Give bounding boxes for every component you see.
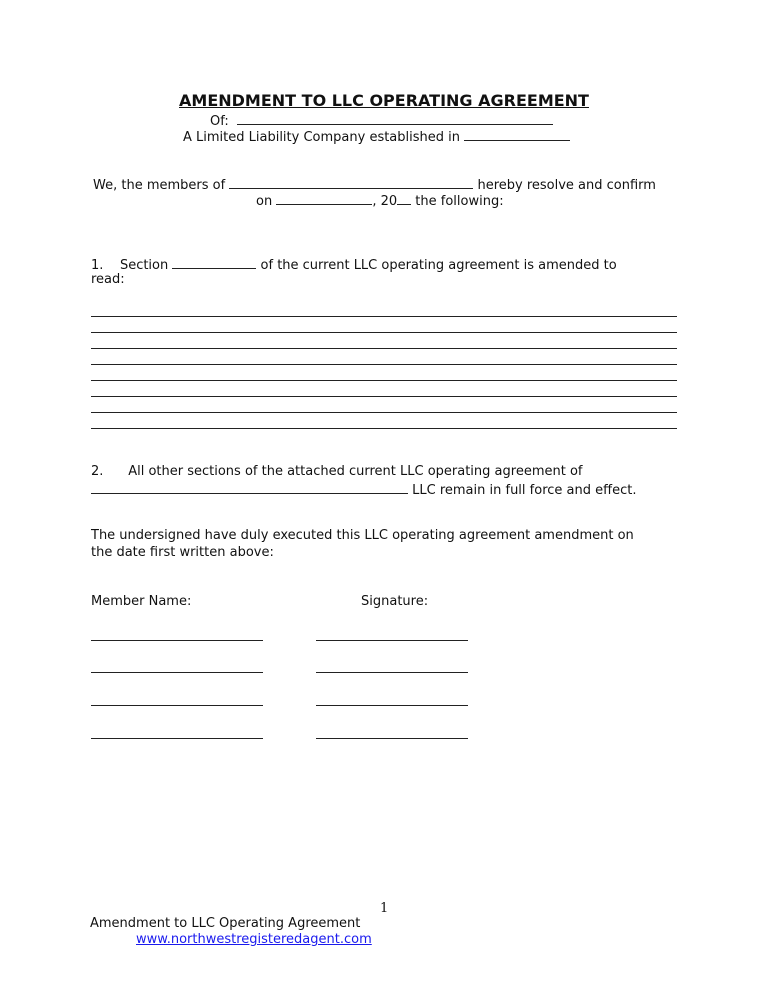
signature-line[interactable] <box>316 738 468 739</box>
signature-line[interactable] <box>316 672 468 673</box>
resolve-prefix: We, the members of <box>93 178 226 193</box>
company-name-blank[interactable] <box>237 112 553 125</box>
resolve-suffix: hereby resolve and confirm <box>477 178 656 193</box>
amendment-text-line[interactable] <box>91 316 677 317</box>
signature-label: Signature: <box>361 594 429 609</box>
company-established-line <box>183 128 570 146</box>
item-2-continued <box>91 481 636 499</box>
footer-title: Amendment to LLC Operating Agreement <box>90 916 361 931</box>
year-text: , 20 <box>372 194 398 209</box>
member-name-line[interactable] <box>91 705 263 706</box>
item-1-prefix: Section <box>119 258 169 273</box>
date-blank[interactable] <box>276 192 372 205</box>
item-2-suffix: LLC remain in full force and effect. <box>412 483 637 498</box>
llc-name-blank[interactable] <box>91 481 408 494</box>
item-2-text: All other sections of the attached current LLC operating agreement of <box>128 464 583 479</box>
amendment-text-line[interactable] <box>91 396 677 397</box>
amendment-text-line[interactable] <box>91 380 677 381</box>
amendment-text-line[interactable] <box>91 428 677 429</box>
page-number: 1 <box>380 901 389 916</box>
member-name-line[interactable] <box>91 672 263 673</box>
year-blank[interactable] <box>397 192 411 205</box>
member-name-label: Member Name: <box>91 594 192 609</box>
date-line <box>256 192 504 210</box>
signature-line[interactable] <box>316 705 468 706</box>
section-blank[interactable] <box>172 256 256 269</box>
item-1-line <box>91 256 617 274</box>
company-line-text: A Limited Liability Company established in <box>183 130 460 145</box>
item-1-suffix: of the current LLC operating agreement is amended to <box>260 258 617 273</box>
item-1-number: 1. <box>91 258 104 273</box>
of-label: Of: <box>210 114 229 129</box>
document-title: AMENDMENT TO LLC OPERATING AGREEMENT <box>179 91 589 110</box>
state-blank[interactable] <box>464 128 570 141</box>
signature-line[interactable] <box>316 640 468 641</box>
amendment-text-line[interactable] <box>91 332 677 333</box>
members-blank[interactable] <box>229 176 473 189</box>
member-name-line[interactable] <box>91 738 263 739</box>
member-name-line[interactable] <box>91 640 263 641</box>
item-1-continued: read: <box>91 272 125 287</box>
item-2-line <box>91 464 582 480</box>
executed-line-1: The undersigned have duly executed this LLC operating agreement amendment on <box>91 528 634 543</box>
amendment-text-line[interactable] <box>91 364 677 365</box>
executed-line-2: the date first written above: <box>91 545 274 560</box>
amendment-text-line[interactable] <box>91 412 677 413</box>
on-label: on <box>256 194 273 209</box>
following-text: the following: <box>415 194 504 209</box>
website-link[interactable]: www.northwestregisteredagent.com <box>136 932 372 947</box>
amendment-text-line[interactable] <box>91 348 677 349</box>
item-2-number: 2. <box>91 464 104 479</box>
